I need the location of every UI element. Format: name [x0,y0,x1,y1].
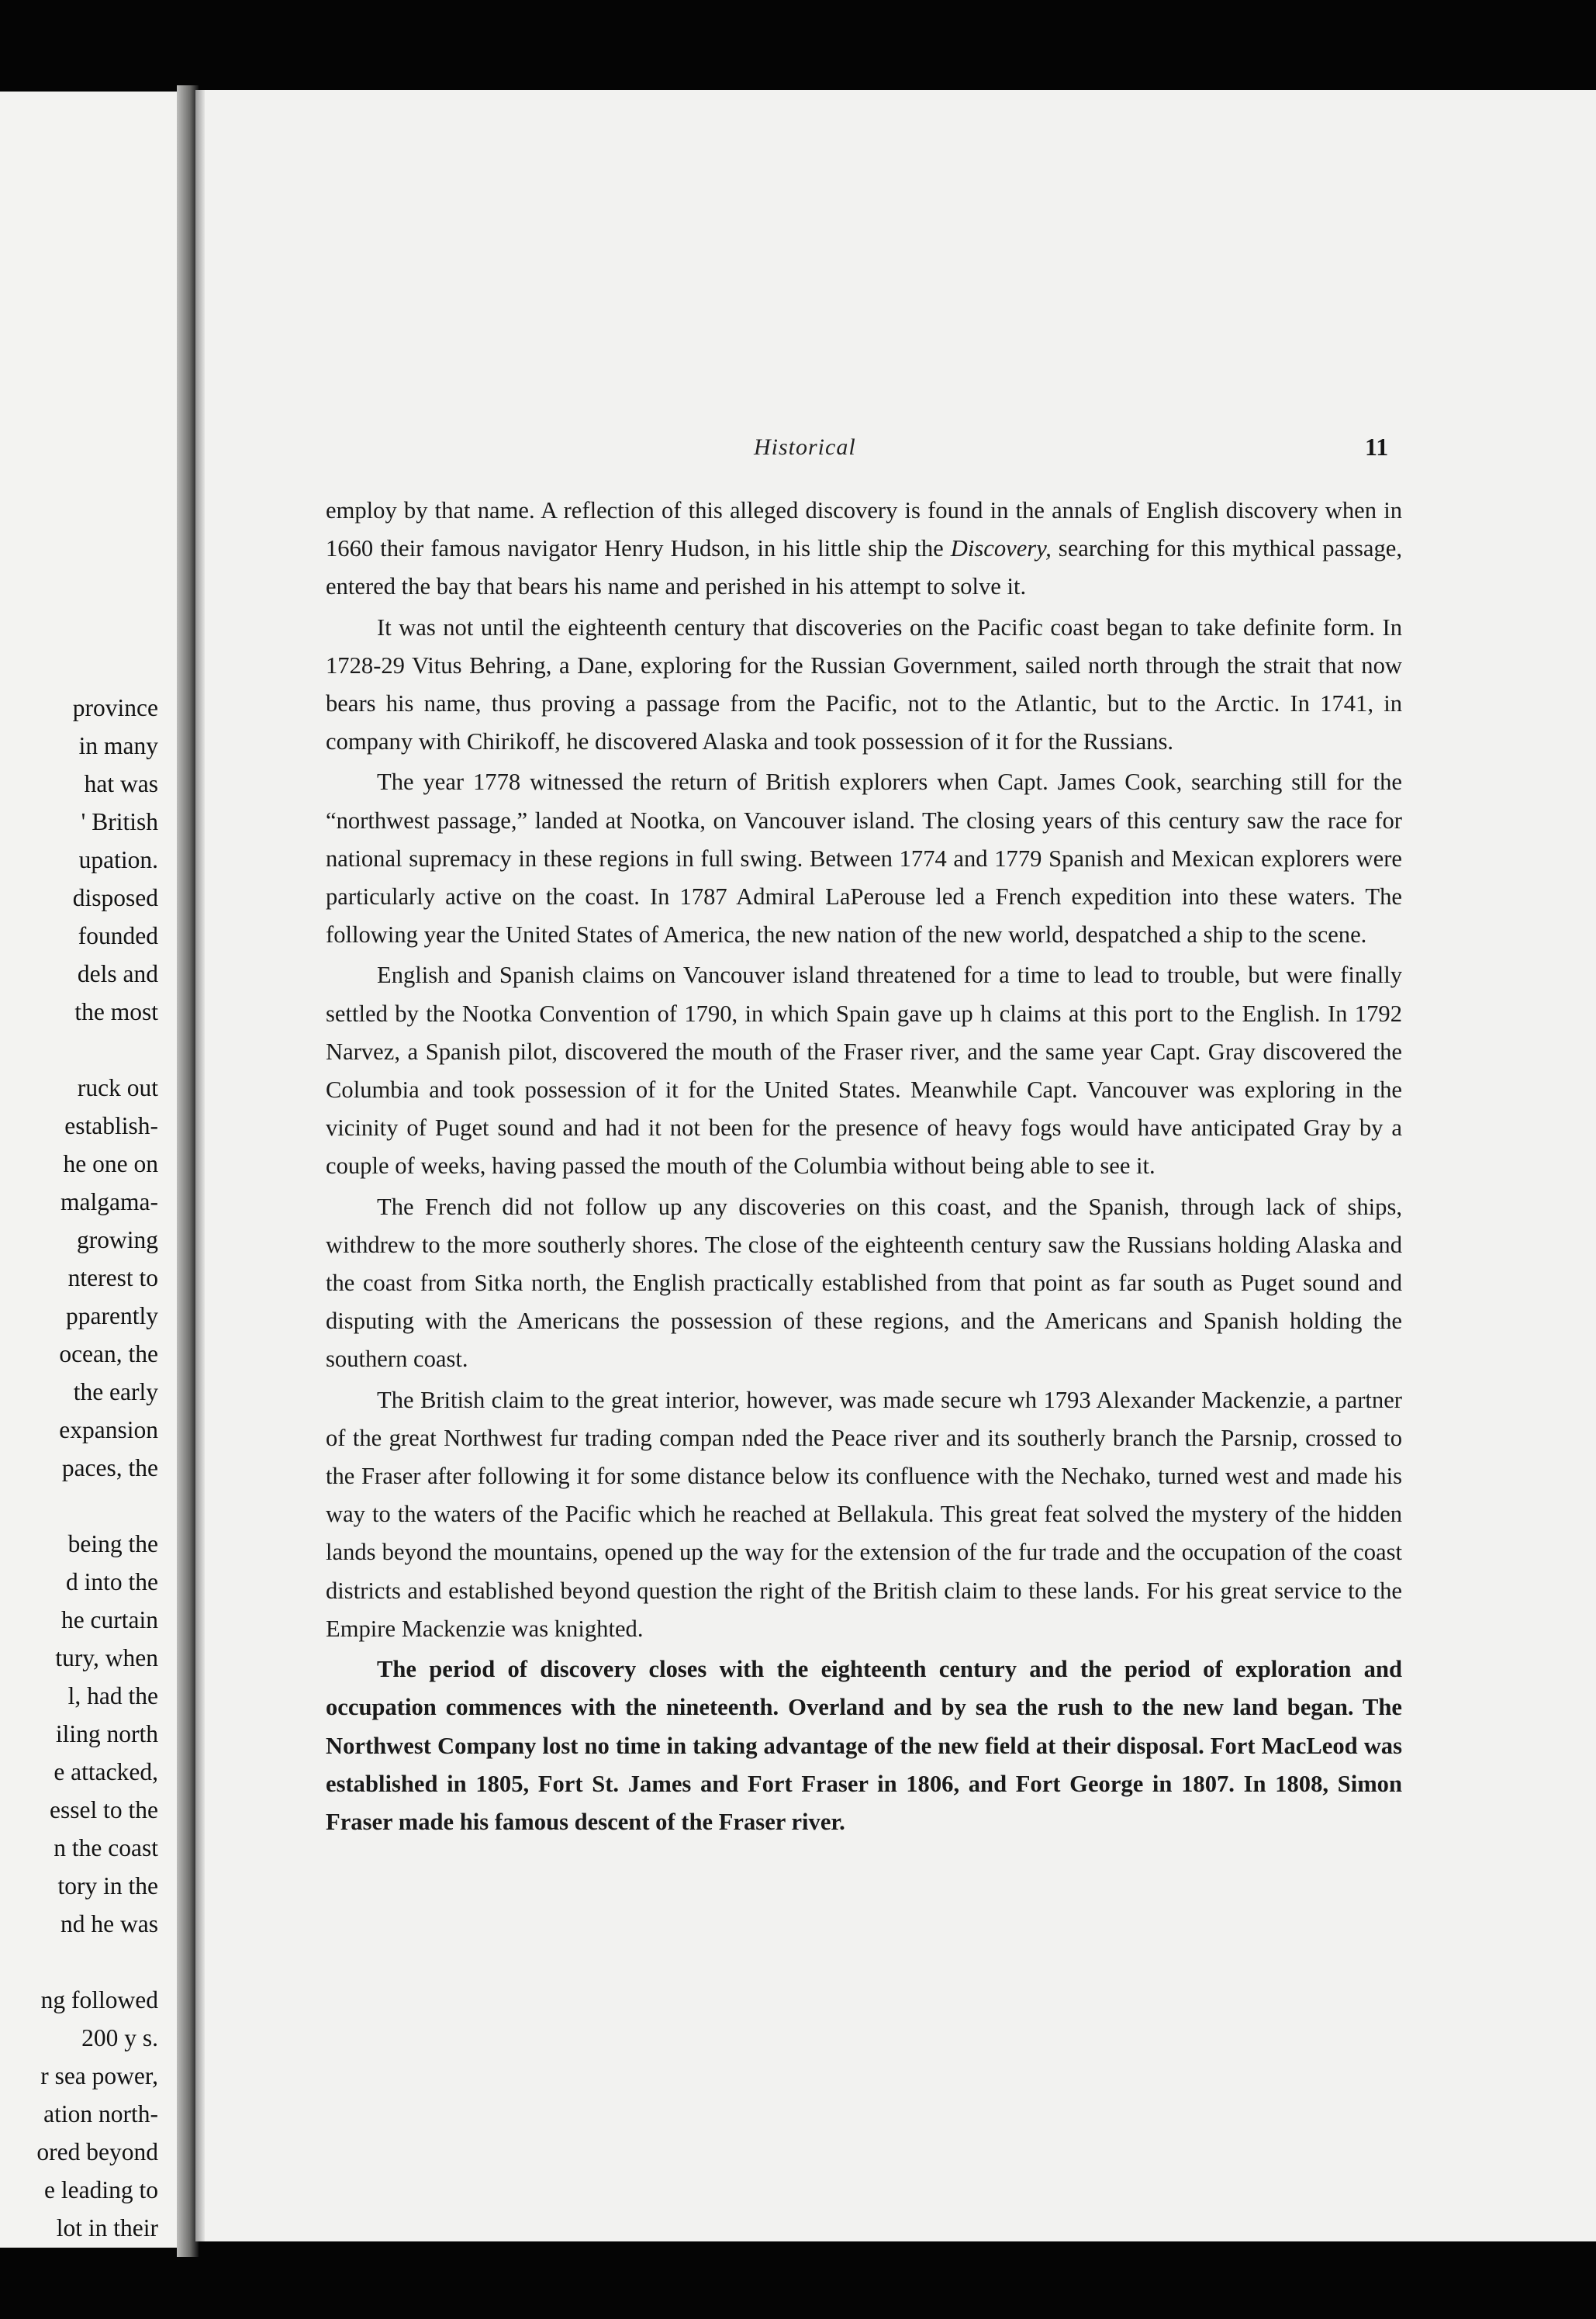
left-page-line: founded [78,922,158,949]
left-page-line: malgama- [60,1188,158,1215]
left-page-line: nd he was [60,1910,158,1937]
left-page-line: tury, when [55,1644,158,1671]
paragraph-1-before: employ by that name. A reflection of this alleged discovery is found in the annals of English discovery when in 1660 their famous navigator Henry Hudson, in his little ship the [326,497,1402,562]
left-page-line: the most [74,998,158,1025]
left-page-line: l, had the [67,1682,158,1709]
left-page-line: lot in their [56,2214,158,2241]
left-page-line: d into the [66,1568,158,1595]
left-page-line: ation north- [43,2100,158,2127]
left-page-gap [0,1487,158,1525]
left-page-gap [0,1031,158,1069]
right-page [195,90,1596,2241]
ship-name-emphasis: Discovery, [950,535,1052,562]
paragraph-1-after: searching for this mythical passage, entered the bay that bears his name and perished in his attempt to solve it. [326,535,1402,600]
left-page-text [0,689,158,2247]
left-page-line: ored beyond [36,2138,158,2165]
left-page-line: establish- [64,1112,158,1139]
paragraph-7: The period of discovery closes with the eighteenth century and the period of exploration and occupation commences with the nineteenth. Overland and by sea the rush to the new land began. The Northwest Company lost no time in taking advantage of the new field at their disposal. Fort MacLeod was established in 1805, Fort St. James and Fort Fraser in 1806, and Fort George in 1807. In 1808, Simon Fraser made his famous descent of the Fraser river. [326,1656,1402,1835]
left-page-line: iling north [55,1720,158,1747]
paragraph-3: The year 1778 witnessed the return of British explorers when Capt. James Cook, searching still for the “northwest passage,” landed at Nootka, on Vancouver island. The closing years of this century saw the race for national supremacy in these regions in full swing. Between 1774 and 1779 Spanish and Mexican explorers were particularly active on the coast. In 1787 Admiral LaPerouse led a French expedition into these waters. The following year the United States of America, the new nation of the new world, despatched a ship to the scene. [326,769,1402,949]
left-page-line: 200 y s. [81,2024,158,2051]
left-page-line: ng followed [40,1986,158,2013]
left-page-line: he one on [63,1150,158,1177]
left-page-line: being the [67,1530,158,1557]
left-page [0,92,186,2248]
left-page-line: upation. [78,846,158,873]
left-page-line: tory in the [57,1872,158,1899]
left-page-line: ocean, the [59,1340,158,1367]
body-text [326,492,1402,1841]
page-edge [195,90,205,2241]
paragraph-1 [326,492,1402,607]
paragraph-6: The British claim to the great interior, however, was made secure wh 1793 Alexander Mackenzie, a partner of the great Northwest fur trading compan nded the Peace river and its southerly branch the Parsnip, crossed to the Fraser after following it for some distance below its confluence with the Nechako, turned west and made his way to the waters of the Pacific which he reached at Bellakula. This great feat solved the mystery of the hidden lands beyond the mountains, opened up the way for the extension of the fur trade and the occupation of the coast districts and established beyond question the right of the British claim to these lands. For his great service to the Empire Mackenzie was knighted. [326,1386,1402,1642]
left-page-line: n the coast [54,1834,158,1861]
left-page-line: ruck out [77,1074,158,1101]
running-head: Historical [754,434,856,460]
paragraph-5: The French did not follow up any discoveries on this coast, and the Spanish, through lack of ships, withdrew to the more southerly shores. The close of the eighteenth century saw the Russians holding Alaska and the coast from Sitka north, the English practically established from that point as far south as Puget sound and disputing with the Americans the possession of these regions, and the Americans and Spanish holding the southern coast. [326,1193,1402,1373]
left-page-line: dels and [77,960,158,987]
left-page-line: he curtain [60,1606,158,1633]
left-page-gap [0,1943,158,1981]
left-page-line: essel to the [50,1796,158,1823]
left-page-line: expansion [59,1416,158,1443]
left-page-line: e attacked, [54,1758,158,1785]
paragraph-2: It was not until the eighteenth century that discoveries on the Pacific coast began to take definite form. In 1728-29 Vitus Behring, a Dane, exploring for the Russian Government, sailed north through the strait that now bears his name, thus proving a passage from the Pacific, not to the Atlantic, but to the Arctic. In 1741, in company with Chirikoff, he discovered Alaska and took possession of it for the Russians. [326,613,1402,755]
left-page-line: in many [78,732,158,759]
left-page-line: nterest to [67,1264,158,1291]
page-number: 11 [1365,433,1389,461]
left-page-line: r sea power, [40,2062,158,2089]
left-page-line: growing [77,1226,158,1253]
paragraph-4: English and Spanish claims on Vancouver island threatened for a time to lead to trouble, but were finally settled by the Nootka Convention of 1790, in which Spain gave up h claims at this port to the English. In 1792 Narvez, a Spanish pilot, discovered the mouth of the Fraser river, and the same year Capt. Gray discovered the Columbia and took possession of it for the United States. Meanwhile Capt. Vancouver was exploring in the vicinity of Puget sound and had it not been for the presence of heavy fogs would have anticipated Gray by a couple of weeks, having passed the mouth of the Columbia without being able to see it. [326,962,1402,1180]
left-page-line: the early [73,1378,158,1405]
left-page-line: disposed [72,884,158,911]
left-page-line: paces, the [61,1454,158,1481]
left-page-line: hat was [84,770,158,797]
left-page-line: ' British [81,808,158,835]
left-page-line: province [72,694,158,721]
left-page-line: e leading to [44,2176,158,2203]
left-page-line: pparently [66,1302,158,1329]
